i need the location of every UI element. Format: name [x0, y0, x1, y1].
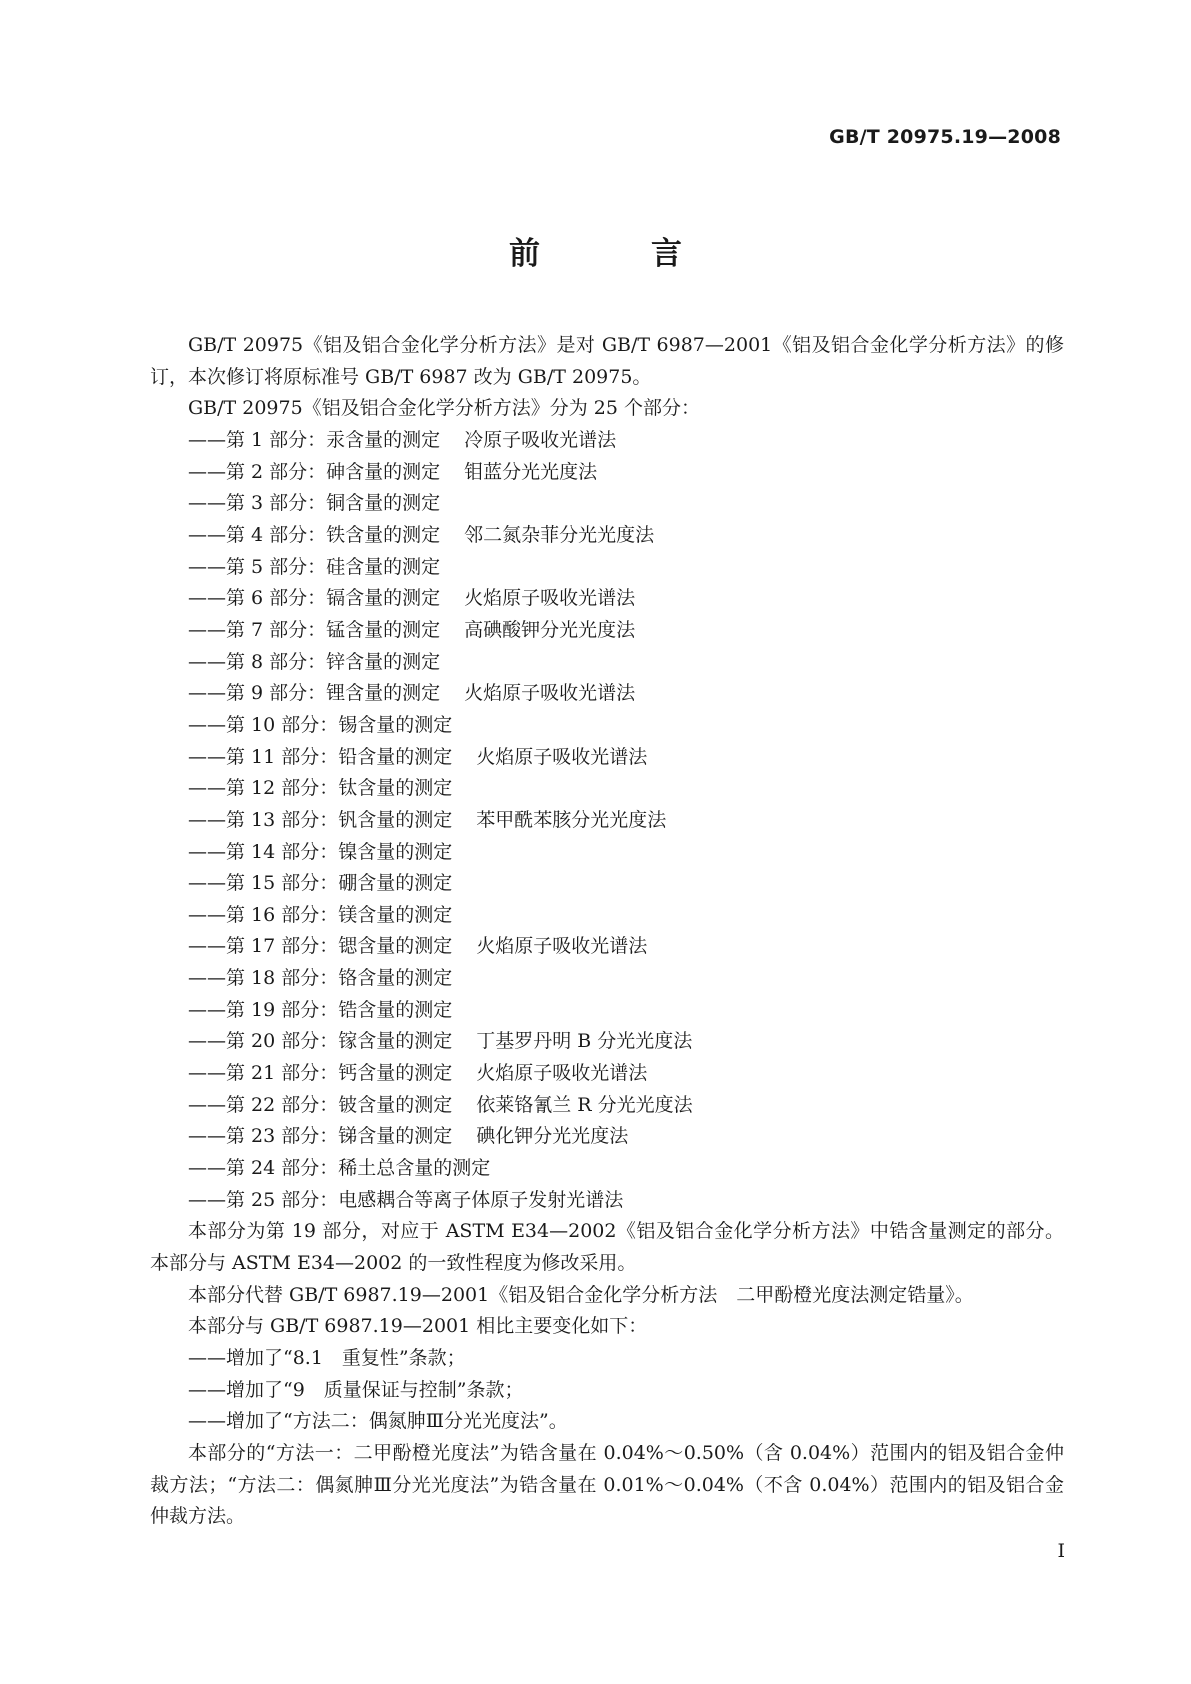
change-item: ——增加了“9 质量保证与控制”条款； — [188, 1378, 524, 1401]
paragraph-parts-intro: GB/T 20975《铝及铝合金化学分析方法》分为 25 个部分： — [188, 397, 700, 420]
list-item — [150, 488, 1064, 520]
list-item — [150, 995, 1064, 1027]
parts-list — [150, 425, 1064, 1216]
paragraph-methods-scope: 本部分的“方法一：二甲酚橙光度法”为锆含量在 0.04%～0.50%（含 0.04%）范围内的铝及铝合金仲裁方法；“方法二：偶氮胂Ⅲ分光光度法”为锆含量在 0.01%～0.04%（不含 0.04%）范围内的铝及铝合金仲裁方法。 — [150, 1441, 1064, 1528]
list-item — [150, 900, 1064, 932]
list-item — [150, 931, 1064, 963]
list-item — [150, 1026, 1064, 1058]
part-label: ——第 10 部分：锡含量的测定 — [188, 713, 453, 736]
part-label: ——第 18 部分：铬含量的测定 — [188, 967, 453, 990]
page-number: I — [1057, 1540, 1065, 1562]
part-method: 邻二氮杂菲分光光度法 — [464, 523, 655, 546]
part-method: 高碘酸钾分光光度法 — [464, 618, 636, 641]
part-label: ——第 25 部分：电感耦合等离子体原子发射光谱法 — [188, 1188, 624, 1211]
part-label: ——第 14 部分：镍含量的测定 — [188, 840, 453, 863]
page-title: 前 言 — [509, 236, 722, 272]
part-label: ——第 17 部分：锶含量的测定 — [188, 935, 453, 958]
list-item — [150, 457, 1064, 489]
part-method: 火焰原子吸收光谱法 — [476, 1062, 648, 1085]
foreword-body — [150, 330, 1064, 1533]
part-label: ——第 3 部分：铜含量的测定 — [188, 492, 441, 515]
part-label: ——第 21 部分：钙含量的测定 — [188, 1062, 453, 1085]
list-item — [150, 1121, 1064, 1153]
part-label: ——第 9 部分：锂含量的测定 — [188, 682, 441, 705]
list-item — [150, 678, 1064, 710]
list-item — [150, 1090, 1064, 1122]
part-label: ——第 1 部分：汞含量的测定 — [188, 428, 441, 451]
list-item — [150, 647, 1064, 679]
part-label: ——第 12 部分：钛含量的测定 — [188, 777, 453, 800]
list-item — [150, 963, 1064, 995]
paragraph-intro: GB/T 20975《铝及铝合金化学分析方法》是对 GB/T 6987—2001《铝及铝合金化学分析方法》的修订，本次修订将原标准号 GB/T 6987 改为 GB/T 20975。 — [150, 334, 1064, 388]
part-label: ——第 2 部分：砷含量的测定 — [188, 460, 441, 483]
part-label: ——第 16 部分：镁含量的测定 — [188, 903, 453, 926]
part-method: 火焰原子吸收光谱法 — [464, 682, 636, 705]
list-item — [150, 425, 1064, 457]
list-item — [150, 552, 1064, 584]
list-item — [150, 805, 1064, 837]
change-item: ——增加了“方法二：偶氮胂Ⅲ分光光度法”。 — [188, 1410, 568, 1433]
part-label: ——第 6 部分：镉含量的测定 — [188, 587, 441, 610]
list-item — [150, 615, 1064, 647]
part-label: ——第 15 部分：硼含量的测定 — [188, 872, 453, 895]
part-label: ——第 22 部分：铍含量的测定 — [188, 1093, 453, 1116]
paragraph-supersedes: 本部分代替 GB/T 6987.19—2001《铝及铝合金化学分析方法 二甲酚橙光度法测定锆量》。 — [188, 1283, 974, 1306]
part-method: 冷原子吸收光谱法 — [464, 428, 617, 451]
list-item — [150, 1185, 1064, 1217]
part-method: 依莱铬氰兰 R 分光光度法 — [476, 1093, 693, 1116]
part-label: ——第 8 部分：锌含量的测定 — [188, 650, 441, 673]
list-item — [150, 583, 1064, 615]
list-item — [150, 868, 1064, 900]
part-label: ——第 19 部分：锆含量的测定 — [188, 998, 453, 1021]
paragraph-correspondence: 本部分为第 19 部分，对应于 ASTM E34—2002《铝及铝合金化学分析方法》中锆含量测定的部分。本部分与 ASTM E34—2002 的一致性程度为修改采用。 — [150, 1220, 1064, 1275]
part-method: 火焰原子吸收光谱法 — [476, 745, 648, 768]
part-method: 丁基罗丹明 B 分光光度法 — [476, 1030, 693, 1053]
part-label: ——第 5 部分：硅含量的测定 — [188, 555, 441, 578]
part-label: ——第 20 部分：镓含量的测定 — [188, 1030, 453, 1053]
list-item — [150, 773, 1064, 805]
part-label: ——第 11 部分：铅含量的测定 — [188, 745, 453, 768]
list-item — [150, 742, 1064, 774]
part-label: ——第 13 部分：钒含量的测定 — [188, 808, 453, 831]
list-item — [150, 520, 1064, 552]
change-item: ——增加了“8.1 重复性”条款； — [188, 1347, 466, 1369]
part-label: ——第 23 部分：锑含量的测定 — [188, 1125, 453, 1148]
list-item — [150, 837, 1064, 869]
list-item — [150, 710, 1064, 742]
part-method: 苯甲酰苯胲分光光度法 — [476, 808, 667, 831]
part-label: ——第 24 部分：稀土总含量的测定 — [188, 1157, 491, 1180]
part-method: 火焰原子吸收光谱法 — [464, 587, 636, 610]
changes-list — [150, 1343, 1064, 1438]
part-method: 火焰原子吸收光谱法 — [476, 935, 648, 958]
paragraph-changes-intro: 本部分与 GB/T 6987.19—2001 相比主要变化如下： — [188, 1315, 648, 1338]
part-label: ——第 4 部分：铁含量的测定 — [188, 523, 441, 546]
list-item — [150, 1153, 1064, 1185]
part-label: ——第 7 部分：锰含量的测定 — [188, 618, 441, 641]
standard-number: GB/T 20975.19—2008 — [829, 126, 1061, 148]
part-method: 钼蓝分光光度法 — [464, 460, 598, 483]
list-item — [150, 1058, 1064, 1090]
part-method: 碘化钾分光光度法 — [476, 1125, 629, 1148]
